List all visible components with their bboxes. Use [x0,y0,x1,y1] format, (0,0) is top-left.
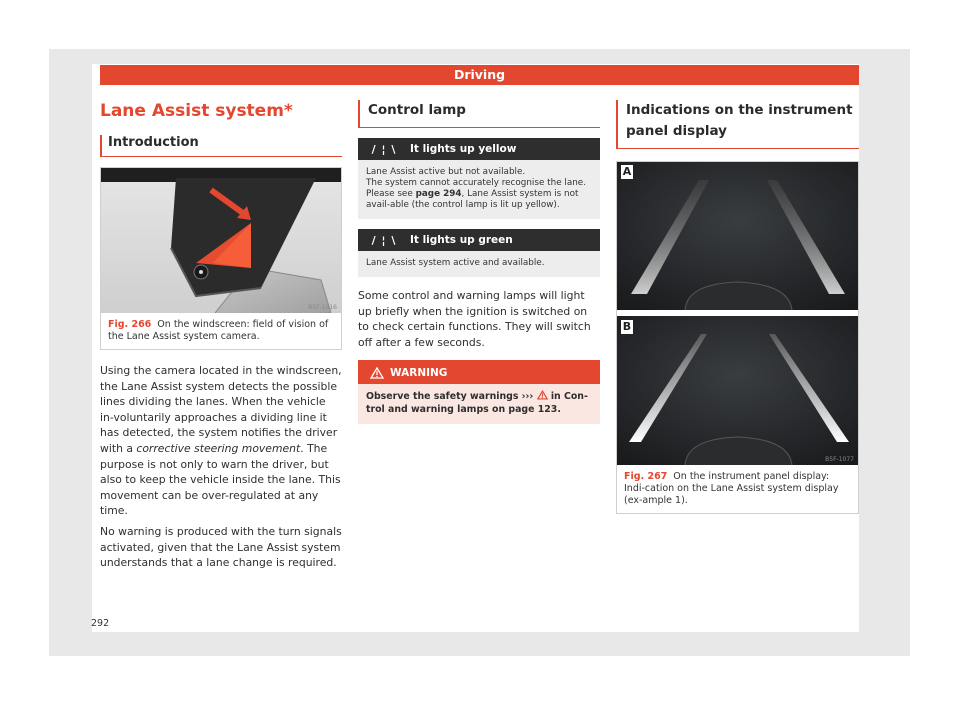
warning-box [358,360,600,424]
lane-assist-icon: / ¦ \ [371,142,397,156]
page-reference-link[interactable]: in Con-trol and warning lamps on page 123. [366,391,588,416]
page-reference-link[interactable]: page 294 [415,189,462,199]
text-run: The system cannot accurately recognise the lane. Please see [366,178,587,199]
figure-number: Fig. 266 [108,319,152,330]
page-number: 292 [91,618,110,629]
image-code: B5F-1077 [825,456,854,463]
text-run: Using the camera located in the windscreen, the Lane Assist system detects the possible lines dividing the lanes. When the vehicle in-voluntarily approaches a dividing line it has detected, the system notifies the driver with a [100,364,342,455]
figure-caption [617,465,858,513]
section-title-control-lamp: Control lamp [358,100,600,128]
warning-text [358,384,600,424]
figure-number: Fig. 267 [624,471,668,482]
lamp-yellow-line1: Lane Assist active but not available. [366,167,526,177]
figure-266 [100,167,342,350]
panel-label-a: A [622,165,632,178]
warning-header [358,362,600,384]
lamp-green-label: It lights up green [410,234,513,246]
section-title-introduction: Introduction [100,135,342,157]
section-title-indications: Indications on the instrument panel display [616,100,859,149]
windscreen-camera-image [101,168,341,313]
text-run: Observe the safety warnings ››› [366,391,534,403]
warning-triangle-icon [537,390,548,400]
figure-caption-text: On the instrument panel display: Indi-cation on the Lane Assist system display (ex-ample 1). [624,471,839,506]
figure-267 [616,161,859,514]
warning-label: WARNING [390,367,448,380]
lamp-yellow-label: It lights up yellow [410,143,517,155]
image-code: B5F-1016 [308,304,337,311]
intro-text [100,363,342,571]
page-title: Lane Assist system* [100,101,293,121]
figure-caption-text: On the windscreen: field of vision of the Lane Assist system camera. [108,319,329,342]
lamp-yellow-line2 [366,178,592,211]
lamps-paragraph: Some control and warning lamps will light up briefly when the ignition is switched on to check certain functions. They will switch off after a few seconds. [358,289,591,349]
instrument-panel-images [617,162,858,465]
lamp-green-description [358,251,600,277]
column-left [100,100,342,576]
warning-triangle-icon [370,367,384,379]
section-header: Driving [100,65,859,85]
emphasis-text: corrective steering movement [136,441,301,455]
lane-display-illustration [617,162,858,465]
lamp-green-header [358,229,600,251]
camera-illustration [101,168,341,313]
intro-paragraph-1 [100,363,342,519]
lamp-yellow-header [358,138,600,160]
intro-paragraph-2: No warning is produced with the turn signals activated, given that the Lane Assist system understands that a lane change is required. [100,524,342,570]
text-run: . The purpose is not only to warn the driver, but also to keep the vehicle inside the lane. This movement can be over-regulated at any time. [100,441,341,518]
column-right [616,100,859,514]
lamp-green-line1: Lane Assist system active and available. [366,258,545,268]
figure-caption [101,313,341,349]
column-middle [358,100,600,424]
panel-label-b: B [622,320,632,333]
lamp-yellow-description [358,160,600,219]
text-run: , Lane Assist system is not avail-able (the control lamp is lit up yellow). [366,189,579,210]
lane-assist-icon: / ¦ \ [371,233,397,247]
